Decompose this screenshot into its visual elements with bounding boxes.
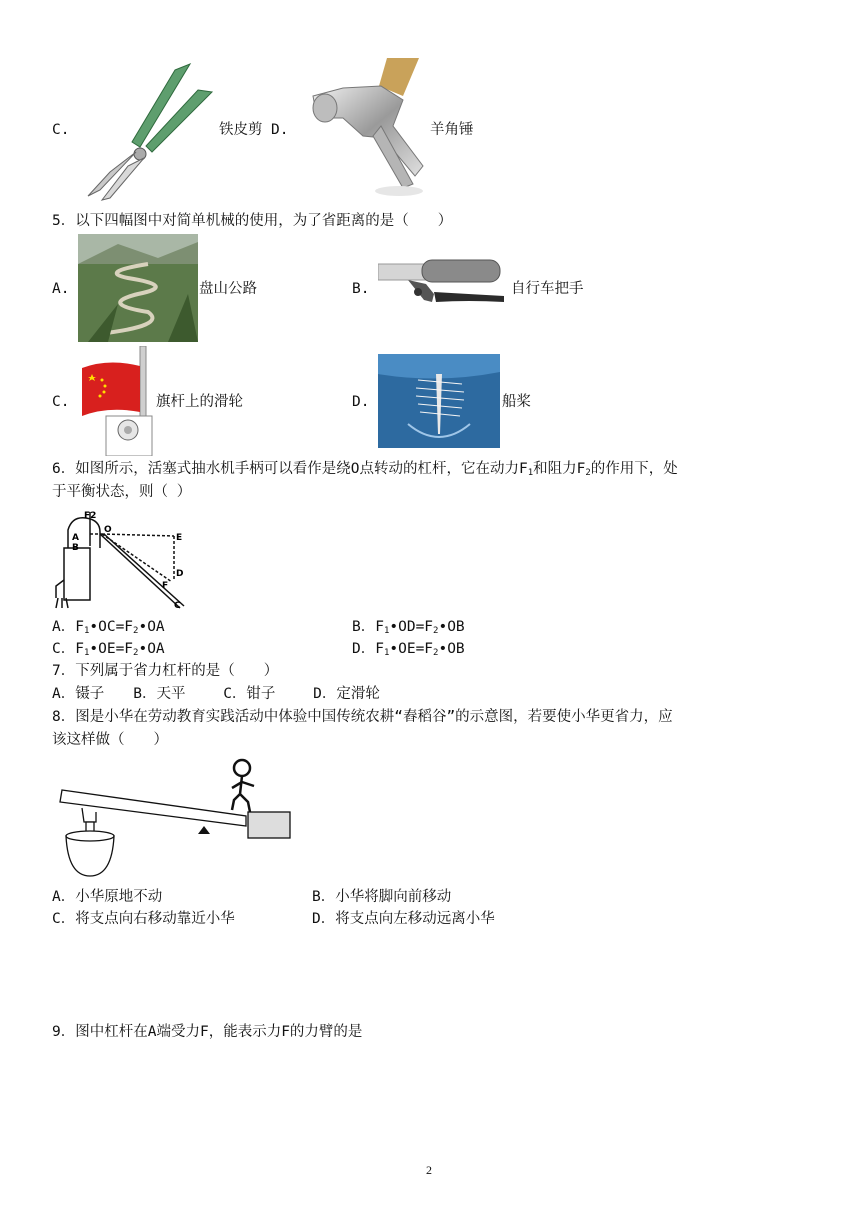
tin-snips-image <box>80 62 215 202</box>
q6-option-c: C．$F_1•OE=F_2•OA$ <box>52 641 165 658</box>
label-o: O <box>104 525 112 535</box>
rowing-boat-image <box>378 354 500 448</box>
q5-option-b-letter: B. <box>352 281 370 297</box>
label-a: A <box>72 533 79 543</box>
q6-option-b: B．$F_1•OD=F_2•OB$ <box>352 619 465 636</box>
q8-stem-line2: 该这样做（ ） <box>52 732 168 748</box>
q7-options: A．镊子 B．天平 C．钳子 D．定滑轮 <box>52 686 380 702</box>
rice-pounding-lever-diagram <box>56 756 296 882</box>
q4-option-c-label: 铁皮剪 <box>219 122 263 138</box>
q5-option-d-label: 船桨 <box>502 394 531 410</box>
q4-option-d-letter: D. <box>271 122 289 138</box>
mountain-road-image <box>78 234 198 342</box>
q5-stem: 5．以下四幅图中对简单机械的使用，为了省距离的是（ ） <box>52 213 453 229</box>
q5-option-b-label: 自行车把手 <box>511 281 584 297</box>
q5-option-a-letter: A. <box>52 281 70 297</box>
q8-option-b: B．小华将脚向前移动 <box>312 889 452 905</box>
flagpole-pulley-image <box>78 346 154 456</box>
label-f2: F2 <box>84 511 97 521</box>
page-number: 2 <box>426 1163 432 1177</box>
q7-stem: 7．下列属于省力杠杆的是（ ） <box>52 663 279 679</box>
claw-hammer-image <box>303 56 428 201</box>
q6-stem-line1: 6．如图所示，活塞式抽水机手柄可以看作是绕O点转动的杠杆，它在动力$F_1$和阻力$F_2$的作用下，处 <box>52 461 678 478</box>
q5-option-a-label: 盘山公路 <box>199 281 257 297</box>
q5-option-d-letter: D. <box>352 394 370 410</box>
q4-option-c-letter: C. <box>52 122 70 138</box>
label-b: B <box>72 543 79 553</box>
q8-stem-line1: 8．图是小华在劳动教育实践活动中体验中国传统农耕“舂稻谷”的示意图，若要使小华更省力，应 <box>52 709 673 725</box>
q6-stem-line2: 于平衡状态，则（ ） <box>52 484 192 500</box>
q8-option-c: C．将支点向右移动靠近小华 <box>52 911 235 927</box>
q5-option-c-label: 旗杆上的滑轮 <box>156 394 243 410</box>
q9-stem: 9．图中杠杆在A端受力F，能表示力F的力臂的是 <box>52 1024 363 1040</box>
q5-option-c-letter: C. <box>52 394 70 410</box>
label-e: E <box>176 533 183 543</box>
q6-option-a: A．$F_1•OC=F_2•OA$ <box>52 619 165 636</box>
label-c: C <box>174 601 181 610</box>
water-pump-lever-diagram <box>54 510 194 610</box>
q6-option-d: D．$F_1•OE=F_2•OB$ <box>352 641 465 658</box>
bike-handle-image <box>378 256 508 318</box>
q8-option-d: D．将支点向左移动远离小华 <box>312 911 495 927</box>
q4-option-d-label: 羊角锤 <box>430 122 474 138</box>
q8-option-a: A．小华原地不动 <box>52 889 163 905</box>
label-d: D <box>176 569 184 579</box>
label-f: F <box>162 581 169 591</box>
